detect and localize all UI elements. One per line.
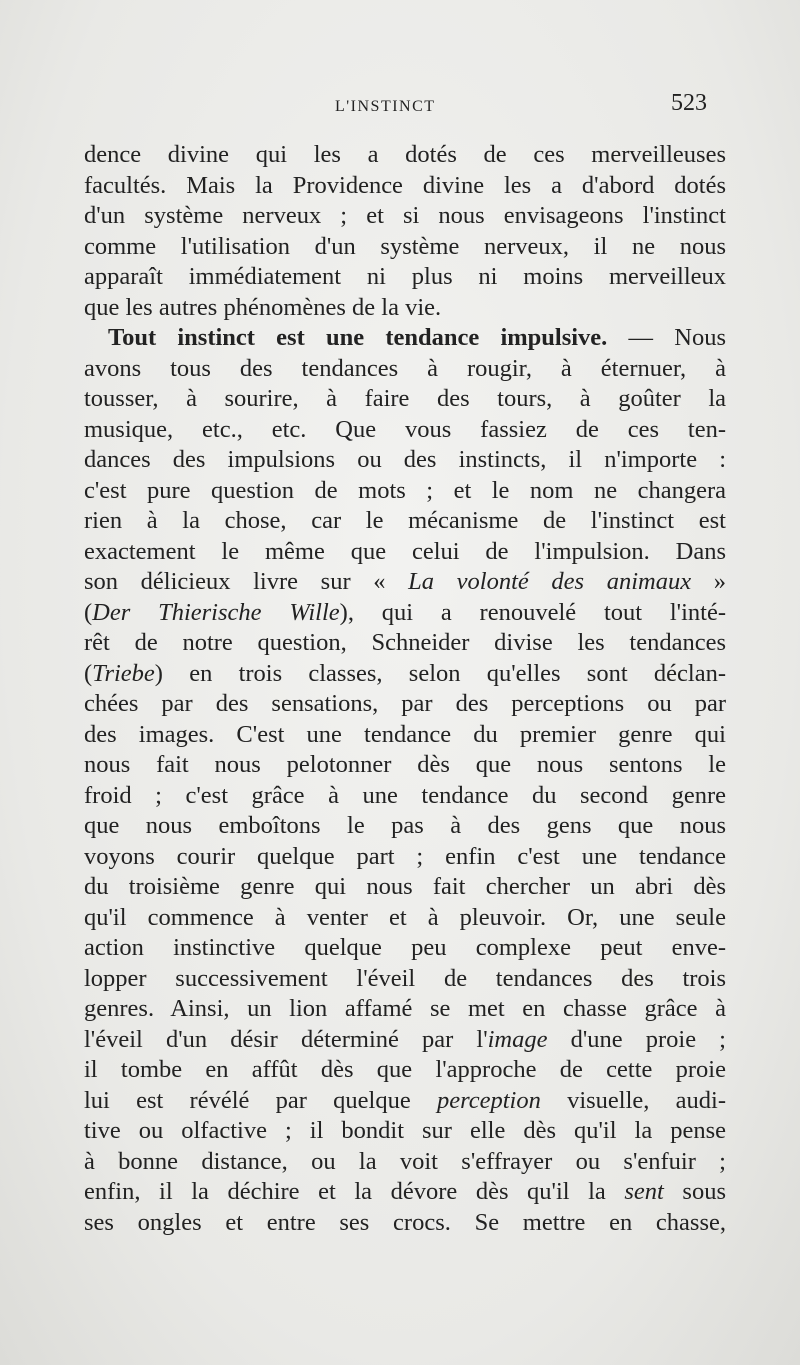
- text-segment: d'une proie ;: [547, 1025, 726, 1053]
- italic-text: La volonté des animaux: [408, 568, 692, 595]
- text-line: que nous emboîtons le pas à des gens que nous: [84, 812, 726, 839]
- text-line: tousser, à sourire, à faire des tours, à goûter la: [84, 385, 726, 412]
- text-segment: l'éveil d'un désir déterminé par l': [84, 1025, 488, 1053]
- text-segment: »: [691, 568, 727, 595]
- text-segment: ), qui a renouvelé tout l'inté-: [339, 598, 726, 626]
- body-text: [84, 140, 726, 1238]
- text-line: du troisième genre qui nous fait chercher un abri dès: [84, 873, 726, 900]
- text-line: c'est pure question de mots ; et le nom ne changera: [84, 476, 726, 504]
- text-line: [84, 323, 726, 354]
- text-line: [84, 1086, 726, 1117]
- italic-text: sent: [624, 1178, 664, 1205]
- text-segment: son délicieux livre sur «: [84, 568, 409, 595]
- text-line: avons tous des tendances à rougir, à éternuer, à: [84, 354, 726, 382]
- text-segment: enfin, il la déchire et la dévore dès qu'il la: [84, 1178, 625, 1205]
- text-segment: lui est révélé par quelque: [84, 1086, 437, 1114]
- text-line: chées par des sensations, par des perceptions ou par: [84, 690, 726, 717]
- italic-text: Der Thierische Wille: [92, 598, 340, 626]
- text-line: facultés. Mais la Providence divine les a d'abord dotés: [84, 171, 726, 199]
- text-line: [84, 659, 726, 690]
- page-header: [82, 90, 707, 122]
- italic-text: Triebe: [92, 659, 155, 687]
- text-line: musique, etc., etc. Que vous fassiez de ces ten-: [84, 415, 726, 443]
- text-line: ses ongles et entre ses crocs. Se mettre en chasse,: [84, 1208, 726, 1236]
- text-line: des images. C'est une tendance du premier genre qui: [84, 720, 726, 748]
- text-line: qu'il commence à venter et à pleuvoir. Or, une seule: [84, 903, 726, 931]
- text-segment: visuelle, audi-: [540, 1086, 726, 1114]
- text-line: [84, 567, 726, 598]
- text-line: il tombe en affût dès que l'approche de cette proie: [84, 1056, 726, 1083]
- text-line: rêt de notre question, Schneider divise les tendances: [84, 629, 726, 656]
- text-line: [84, 598, 726, 629]
- text-line: rien à la chose, car le mécanisme de l'instinct est: [84, 507, 726, 534]
- section-heading: Tout instinct est une tendance impulsive.: [108, 324, 608, 351]
- text-line: lopper successivement l'éveil de tendances des trois: [84, 964, 726, 992]
- text-segment: sous: [663, 1178, 726, 1205]
- text-line: apparaît immédiatement ni plus ni moins merveilleux: [84, 263, 726, 290]
- text-segment: ) en trois classes, selon qu'elles sont déclan-: [154, 659, 726, 687]
- text-segment: (: [84, 598, 93, 626]
- running-head: L'INSTINCT: [335, 98, 436, 115]
- text-line: dances des impulsions ou des instincts, il n'importe :: [84, 446, 726, 473]
- text-line: comme l'utilisation d'un système nerveux, il ne nous: [84, 232, 726, 260]
- text-line: froid ; c'est grâce à une tendance du second genre: [84, 781, 726, 809]
- text-line: à bonne distance, ou la voit s'effrayer ou s'enfuir ;: [84, 1147, 726, 1175]
- text-line: que les autres phénomènes de la vie.: [84, 293, 442, 321]
- text-line: d'un système nerveux ; et si nous envisageons l'instinct: [84, 202, 726, 229]
- text-line: genres. Ainsi, un lion affamé se met en chasse grâce à: [84, 995, 726, 1022]
- text-line: exactement le même que celui de l'impulsion. Dans: [84, 537, 726, 565]
- text-segment: — Nous: [607, 324, 726, 351]
- text-line: action instinctive quelque peu complexe peut enve-: [84, 934, 726, 961]
- text-line: tive ou olfactive ; il bondit sur elle dès qu'il la pense: [84, 1117, 726, 1144]
- text-line: nous fait nous pelotonner dès que nous sentons le: [84, 751, 726, 778]
- italic-text: image: [487, 1025, 548, 1053]
- text-line: dence divine qui les a dotés de ces merveilleuses: [84, 141, 726, 168]
- text-line: [84, 1025, 726, 1056]
- text-line: voyons courir quelque part ; enfin c'est une tendance: [84, 842, 726, 870]
- text-line: [84, 1177, 726, 1208]
- text-segment: (: [84, 659, 93, 687]
- page-number: 523: [671, 90, 707, 116]
- italic-text: perception: [436, 1086, 541, 1114]
